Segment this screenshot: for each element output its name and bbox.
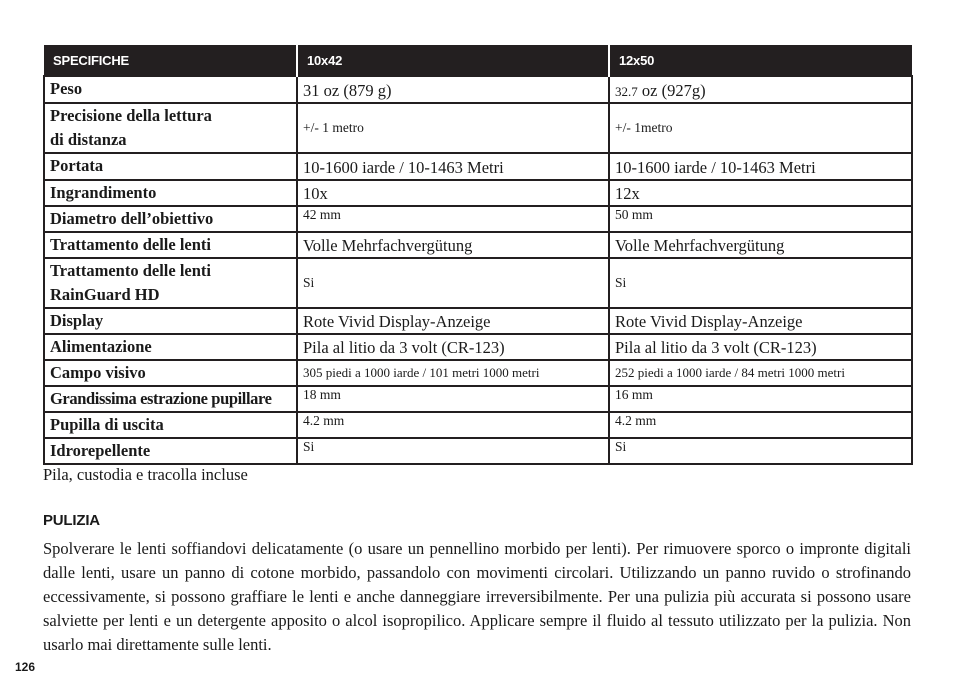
- row-value-10x42: Rote Vivid Display-Anzeige: [297, 308, 609, 334]
- header-12x50: 12x50: [609, 45, 912, 76]
- row-value-12x50: 50 mm: [609, 206, 912, 232]
- page-number: 126: [15, 660, 36, 674]
- row-label: Idrorepellente: [44, 438, 297, 464]
- label-line: Trattamento delle lenti: [50, 261, 211, 280]
- row-value-12x50: Si: [609, 258, 912, 308]
- table-row: [44, 308, 912, 334]
- row-value-10x42: 10-1600 iarde / 10-1463 Metri: [297, 153, 609, 180]
- header-10x42: 10x42: [297, 45, 609, 76]
- row-value-12x50: 4.2 mm: [609, 412, 912, 438]
- row-value-10x42: Si: [297, 258, 609, 308]
- row-label: Alimentazione: [44, 334, 297, 360]
- row-value-12x50: Si: [609, 438, 912, 464]
- table-row: [44, 76, 912, 103]
- value-prefix: 32.7: [615, 84, 638, 99]
- row-value-10x42: 305 piedi a 1000 iarde / 101 metri 1000 metri: [297, 360, 609, 386]
- row-value-12x50: [609, 76, 912, 103]
- table-header-row: [44, 45, 912, 76]
- spec-table: [43, 45, 913, 465]
- table-row: [44, 386, 912, 412]
- table-row: [44, 258, 912, 308]
- row-value-10x42: Pila al litio da 3 volt (CR-123): [297, 334, 609, 360]
- row-value-12x50: Rote Vivid Display-Anzeige: [609, 308, 912, 334]
- label-line: Precisione della lettura: [50, 106, 212, 125]
- header-specifiche: SPECIFICHE: [44, 45, 297, 76]
- table-row: [44, 180, 912, 206]
- table-row: [44, 412, 912, 438]
- table-row: [44, 232, 912, 258]
- row-label: Ingrandimento: [44, 180, 297, 206]
- row-value-10x42: 4.2 mm: [297, 412, 609, 438]
- table-row: [44, 360, 912, 386]
- row-label: Pupilla di uscita: [44, 412, 297, 438]
- table-row: [44, 153, 912, 180]
- row-value-12x50: 12x: [609, 180, 912, 206]
- row-value-10x42: 10x: [297, 180, 609, 206]
- table-row: [44, 103, 912, 153]
- row-label: Diametro dell’obiettivo: [44, 206, 297, 232]
- value-suffix: oz (927g): [637, 81, 706, 100]
- row-value-10x42: Volle Mehrfachvergütung: [297, 232, 609, 258]
- label-line: di distanza: [50, 130, 127, 149]
- row-value-12x50: +/- 1metro: [609, 103, 912, 153]
- row-label: Grandissima estrazione pupillare: [44, 386, 297, 412]
- row-label: Display: [44, 308, 297, 334]
- row-value-10x42: Si: [297, 438, 609, 464]
- row-value-12x50: Pila al litio da 3 volt (CR-123): [609, 334, 912, 360]
- row-value-12x50: 16 mm: [609, 386, 912, 412]
- row-label: Portata: [44, 153, 297, 180]
- row-value-12x50: Volle Mehrfachvergütung: [609, 232, 912, 258]
- row-value-10x42: 18 mm: [297, 386, 609, 412]
- row-value-10x42: +/- 1 metro: [297, 103, 609, 153]
- table-row: [44, 206, 912, 232]
- table-row: [44, 334, 912, 360]
- row-label: [44, 103, 297, 153]
- row-value-10x42: 31 oz (879 g): [297, 76, 609, 103]
- row-label: Trattamento delle lenti: [44, 232, 297, 258]
- row-label: Campo visivo: [44, 360, 297, 386]
- row-value-12x50: 10-1600 iarde / 10-1463 Metri: [609, 153, 912, 180]
- row-label: Peso: [44, 76, 297, 103]
- row-value-12x50: 252 piedi a 1000 iarde / 84 metri 1000 metri: [609, 360, 912, 386]
- footnote: Pila, custodia e tracolla incluse: [43, 465, 248, 484]
- section-title: PULIZIA: [43, 512, 100, 529]
- row-label: [44, 258, 297, 308]
- row-value-10x42: 42 mm: [297, 206, 609, 232]
- label-line: RainGuard HD: [50, 285, 160, 304]
- section-body: Spolverare le lenti soffiandovi delicatamente (o usare un pennellino morbido per lenti). Per rimuovere sporco o impronte digitali dalle lenti, usare un panno di cotone morbido, passandolo con movimenti circolari. Utilizzando un panno ruvido o strofinando eccessivamente, si possono graffiare le lenti e anche danneggiare irreversibilmente. Per una pulizia più accurata si possono usare salviette per lenti e un detergente apposito o alcol isopropilico. Applicare sempre il fluido al tessuto utilizzato per la pulizia. Non usarlo mai direttamente sulle lenti.: [43, 539, 911, 654]
- table-row: [44, 438, 912, 464]
